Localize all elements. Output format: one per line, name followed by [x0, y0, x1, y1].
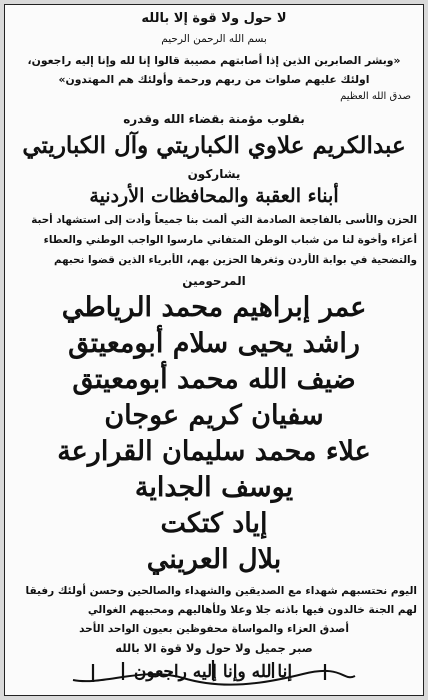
body-line-3: والتضحية في بوابة الأردن وثغرها الحزين بهم، الأبرياء الذين قضوا نحبهم [54, 254, 417, 266]
family-name: عبدالكريم علاوي الكباريتي وآل الكباريتي [22, 132, 406, 159]
body-line-1: الحزن والأسى بالفاجعة الصادمة التي ألمت بنا جميعاً وأدت إلى استشهاد أحبة [31, 214, 417, 226]
deceased-name: إياد كتكت [160, 508, 268, 539]
sadaqa-allah: صدق الله العظيم [340, 91, 411, 102]
deceased-name: يوسف الجداية [134, 472, 294, 503]
verse-line-1: «وبشر الصابرين الذين إذا أصابتهم مصيبة قالوا إنا لله وإنا إليه راجعون، [27, 54, 401, 67]
deceased-name: راشد يحيى سلام أبومعيتق [68, 328, 360, 359]
closing-line-1: اليوم نحتسبهم شهداء مع الصديقين والشهداء والصالحين وحسن أولئك رفيقا [25, 585, 417, 597]
deceased-label: المرحومين [182, 274, 246, 288]
final-line: صبر جميل ولا حول ولا قوة الا بالله [115, 641, 313, 655]
basmala: بسم الله الرحمن الرحيم [161, 33, 267, 45]
deceased-name: عمر إبراهيم محمد الرياطي [61, 292, 367, 323]
deceased-name: سفيان كريم عوجان [104, 400, 324, 431]
top-line: لا حول ولا قوة إلا بالله [141, 11, 287, 26]
calligraphy-text: إنا لله وإنا إليه راجعون [133, 662, 293, 682]
calligraphy-art [63, 656, 363, 688]
closing-line-3: أصدق العزاء والمواساة محفوظين بعيون الواحد الأحد [79, 623, 349, 635]
deceased-name: ضيف الله محمد أبومعيتق [72, 364, 356, 395]
body-line-2: أعزاء وأخوة لنا من شباب الوطن المتفاني مارسوا الواجب الوطني والعطاء [43, 234, 417, 246]
calligraphy-logo [65, 656, 363, 688]
deceased-name: علاء محمد سليمان القرارعة [57, 436, 371, 467]
closing-line-2: لهم الجنة خالدون فيها باذنه جلا وعلا ولأهاليهم ومحبيهم الغوالي [87, 604, 417, 616]
community-line: أبناء العقبة والمحافظات الأردنية [89, 185, 339, 207]
intro-line: بقلوب مؤمنة بقضاء الله وقدره [123, 112, 305, 126]
verse-line-2: اولئك عليهم صلوات من ربهم ورحمة وأولئك هم المهتدون» [58, 73, 370, 86]
obituary-notice [4, 4, 424, 696]
participate-line: يشاركون [187, 167, 241, 181]
deceased-name: بلال العريني [146, 544, 282, 575]
